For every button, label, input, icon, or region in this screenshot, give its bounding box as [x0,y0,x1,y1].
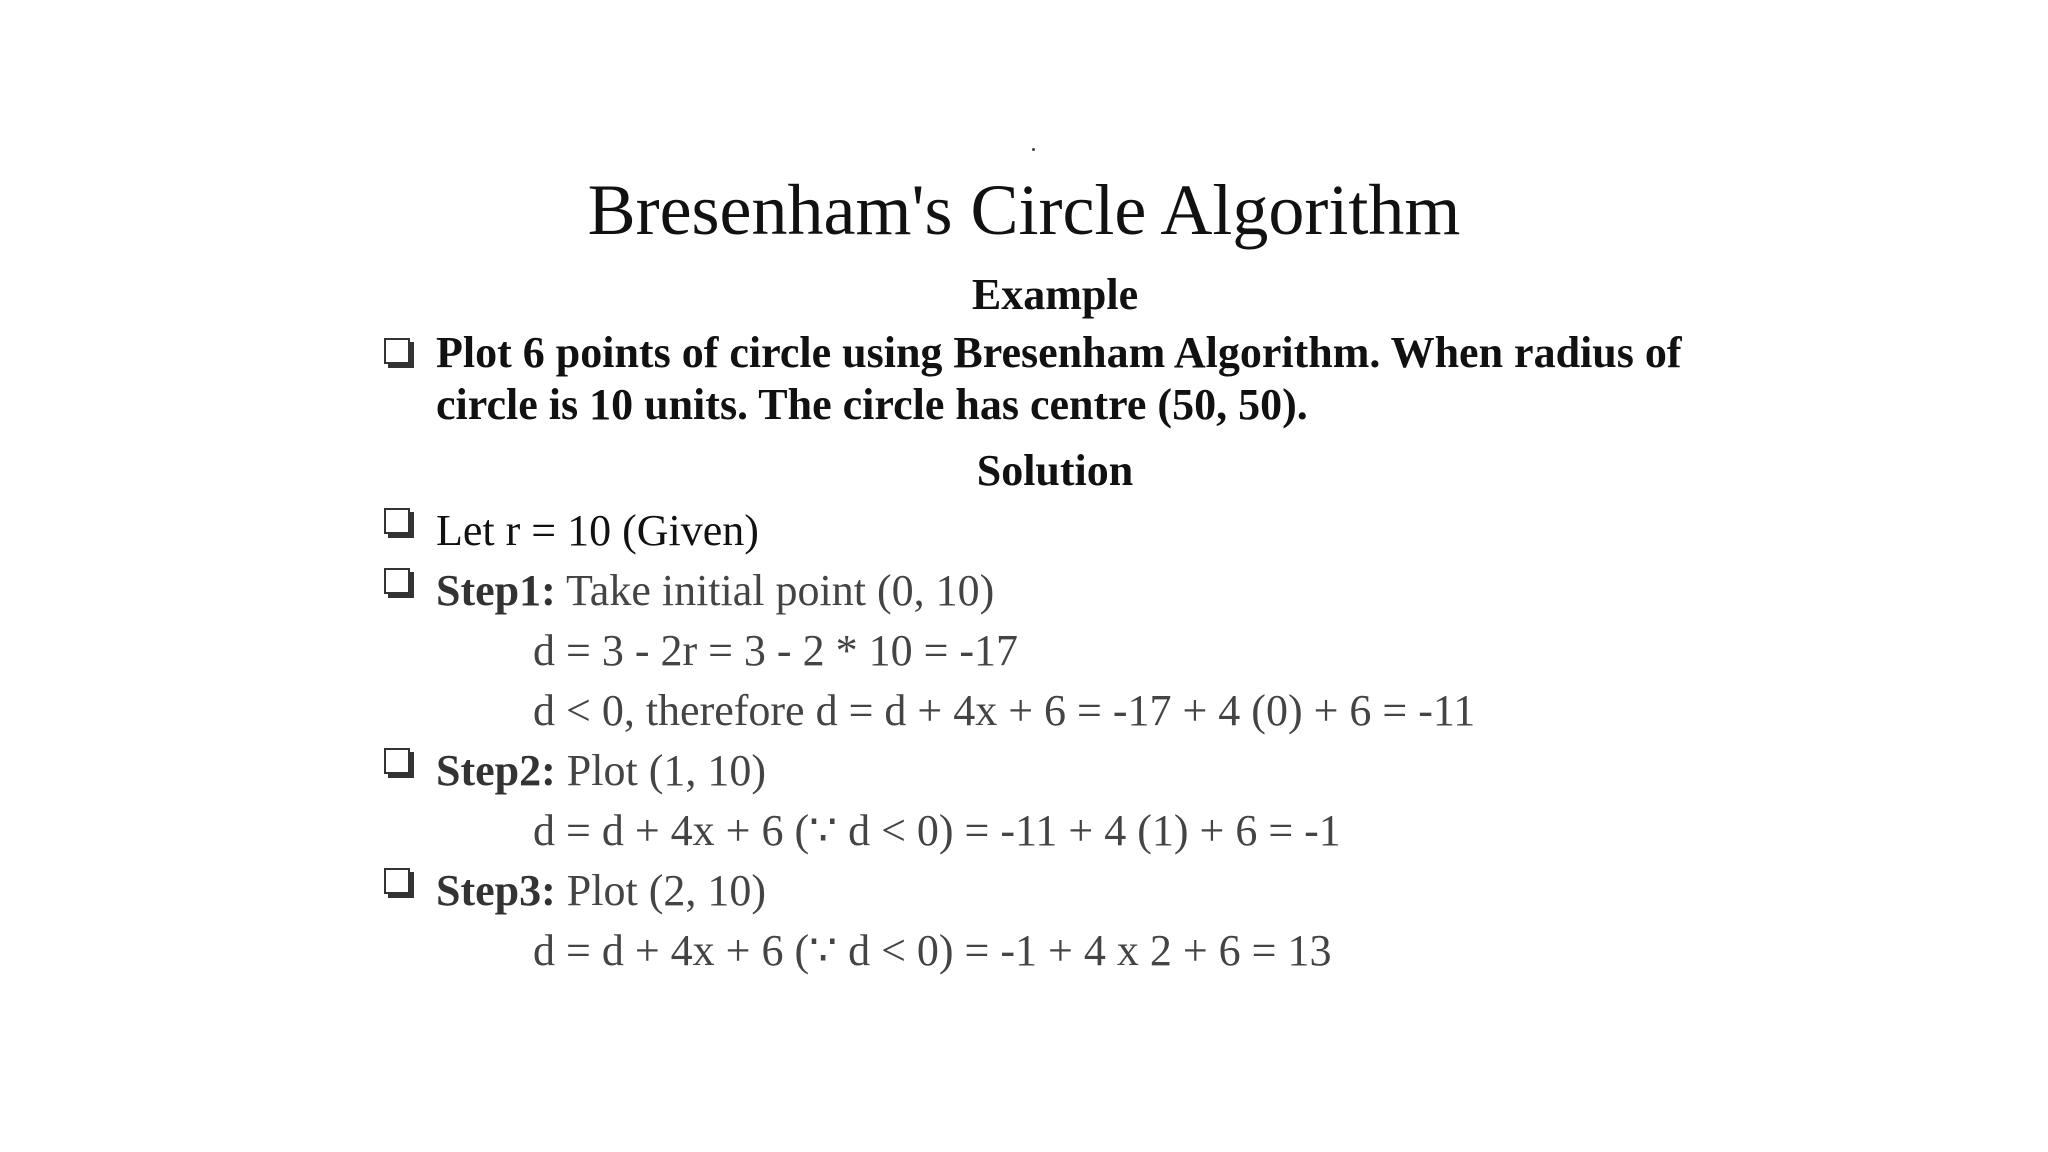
checkbox-bullet-icon [384,338,410,364]
step1-calc-2: d < 0, therefore d = d + 4x + 6 = -17 + 4 (0) + 6 = -11 [533,686,1476,735]
solution-heading: Solution [976,446,1134,495]
example-heading: Example [971,270,1139,319]
step2-line [436,743,766,799]
checkbox-bullet-icon [384,748,410,774]
step3-line [436,863,766,919]
step2-text: Plot (1, 10) [555,746,767,795]
step3-text: Plot (2, 10) [555,866,767,915]
given-line: Let r = 10 (Given) [436,506,759,555]
step3-calc-1: d = d + 4x + 6 (∵ d < 0) = -1 + 4 x 2 + 6 = 13 [533,926,1332,975]
slide-title: Bresenham's Circle Algorithm [587,170,1461,250]
step3-label: Step3: [436,866,556,915]
checkbox-bullet-icon [384,868,410,894]
problem-line-1: Plot 6 points of circle using Bresenham Algorithm. When radius of [436,328,1682,377]
step1-label: Step1: [436,566,556,615]
problem-line-2: circle is 10 units. The circle has centre (50, 50). [436,380,1308,429]
step1-text: Take initial point (0, 10) [555,566,995,615]
step2-calc-1: d = d + 4x + 6 (∵ d < 0) = -11 + 4 (1) + 6 = -1 [533,806,1341,855]
step1-calc-1: d = 3 - 2r = 3 - 2 * 10 = -17 [533,626,1019,675]
problem-statement [436,327,1682,431]
checkbox-bullet-icon [384,508,410,534]
decorative-dot [1032,148,1035,151]
checkbox-bullet-icon [384,568,410,594]
step1-line [436,563,994,619]
step2-label: Step2: [436,746,556,795]
